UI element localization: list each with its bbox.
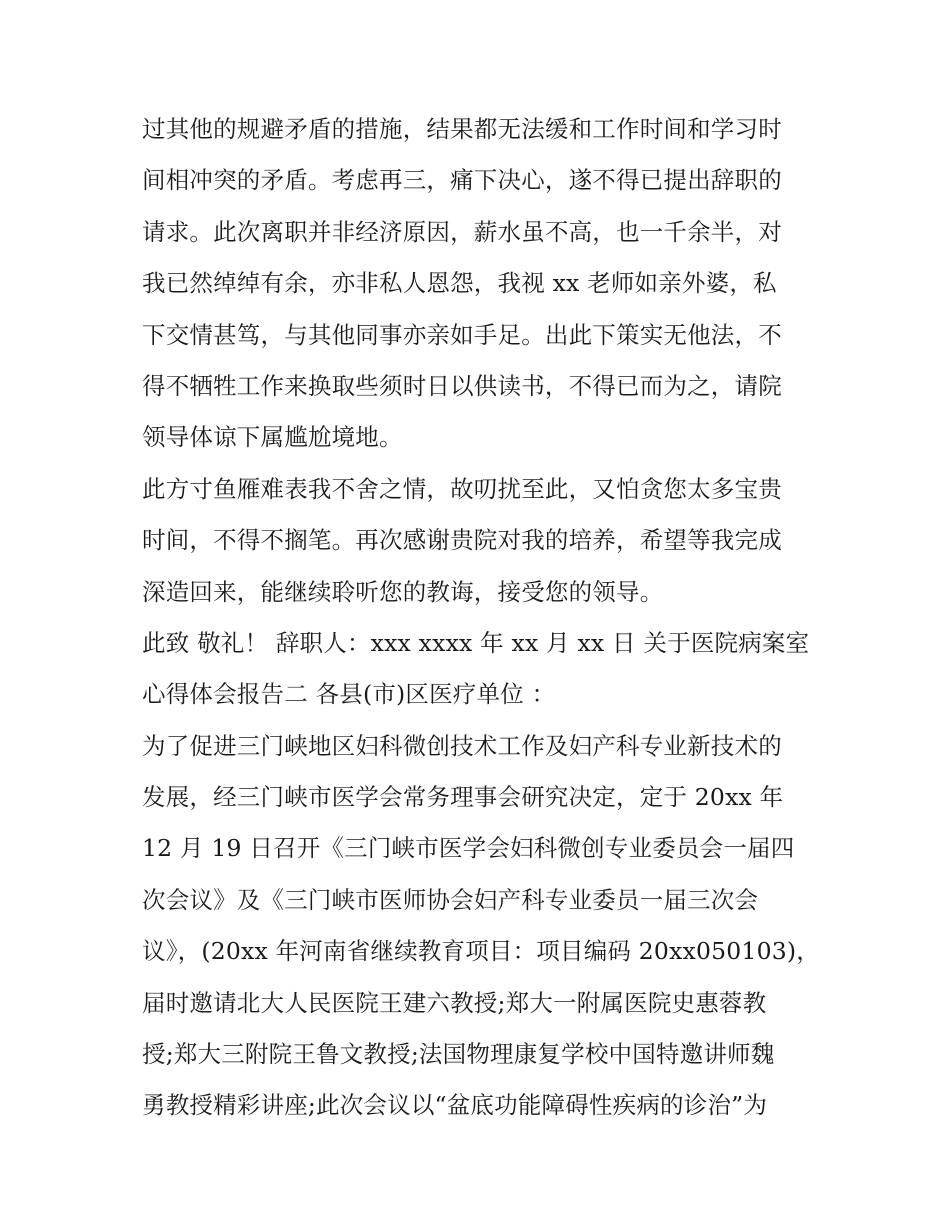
text-line: 领导体谅下属尴尬境地。 — [142, 423, 403, 452]
text-line: 勇教授精彩讲座;此次会议以“盆底功能障碍性疾病的诊治”为 — [142, 1091, 768, 1120]
text-line: 深造回来，能继续聆听您的教诲，接受您的领导。 — [142, 577, 664, 606]
text-line: 为了促进三门峡地区妇科微创技术工作及妇产科专业新技术的 — [142, 731, 782, 760]
text-line: 得不牺牲工作来换取些须时日以供读书，不得已而为之，请院 — [142, 371, 782, 400]
text-line: 此致 敬礼！ 辞职人：xxx xxxx 年 xx 月 xx 日 关于医院病案室 — [142, 628, 810, 657]
text-line: 此方寸鱼雁难表我不舍之情，故叨扰至此，又怕贪您太多宝贵 — [142, 474, 782, 503]
text-line: 下交情甚笃，与其他同事亦亲如手足。出此下策实无他法，不 — [142, 320, 782, 349]
text-line: 心得体会报告二 各县(市)区医疗单位 ： — [142, 680, 556, 709]
text-line: 议》，(20xx 年河南省继续教育项目：项目编码 20xx050103)， — [142, 937, 820, 966]
body-text — [142, 104, 822, 1132]
text-line: 届时邀请北大人民医院王建六教授;郑大一附属医院史惠蓉教 — [142, 988, 767, 1017]
text-line: 授;郑大三附院王鲁文教授;法国物理康复学校中国特邀讲师魏 — [142, 1040, 775, 1069]
text-line: 过其他的规避矛盾的措施，结果都无法缓和工作时间和学习时 — [142, 115, 782, 143]
text-line: 12 月 19 日召开《三门峡市医学会妇科微创专业委员会一届四 — [142, 834, 795, 863]
text-line: 发展，经三门峡市医学会常务理事会研究决定，定于 20xx 年 — [142, 783, 784, 812]
text-line: 次会议》及《三门峡市医师协会妇产科专业委员一届三次会 — [142, 885, 759, 914]
text-line: 我已然绰绰有余，亦非私人恩怨，我视 xx 老师如亲外婆，私 — [142, 269, 777, 298]
text-line: 请求。此次离职并非经济原因，薪水虽不高，也一千余半，对 — [142, 217, 782, 246]
text-line: 间相冲突的矛盾。考虑再三，痛下决心，遂不得已提出辞职的 — [142, 166, 782, 195]
text-line: 时间，不得不搁笔。再次感谢贵院对我的培养，希望等我完成 — [142, 526, 782, 555]
